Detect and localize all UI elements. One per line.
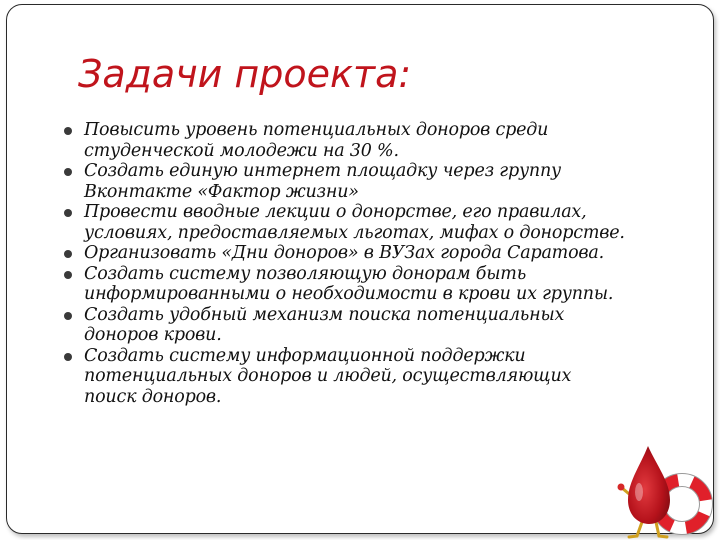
- bullet-icon: [64, 250, 72, 258]
- bullet-icon: [64, 209, 72, 217]
- task-text-line: Провести вводные лекции о донорстве, его правилах,: [84, 202, 587, 222]
- bullet-icon: [64, 312, 72, 320]
- bullet-icon: [64, 127, 72, 135]
- task-text-line: доноров крови.: [84, 325, 222, 345]
- list-item: [62, 202, 692, 243]
- list-item: [62, 264, 692, 305]
- bullet-icon: [64, 353, 72, 361]
- list-item: [62, 346, 692, 408]
- task-text-line: поиск доноров.: [84, 386, 222, 407]
- bullet-icon: [64, 168, 72, 176]
- list-item: [62, 305, 692, 346]
- task-text-line: потенциальных доноров и людей, осуществляющих: [84, 366, 572, 386]
- task-text-line: Создать систему позволяющую донорам быть: [84, 263, 527, 284]
- slide-title: Задачи проекта:: [78, 52, 412, 96]
- blood-drop-lifebuoy-icon: [612, 440, 716, 540]
- list-item: [62, 243, 692, 264]
- task-text-line: студенческой молодежи на 30 %.: [84, 140, 399, 161]
- task-text-line: информированными о необходимости в крови их группы.: [84, 284, 614, 304]
- task-text-line: условиях, предоставляемых льготах, мифах о донорстве.: [84, 222, 625, 243]
- task-text-line: Организовать «Дни доноров» в ВУЗах города Саратова.: [84, 243, 604, 263]
- task-text-line: Создать единую интернет площадку через группу: [84, 161, 561, 181]
- task-text-line: Создать систему информационной поддержки: [84, 345, 526, 366]
- task-text-line: Повысить уровень потенциальных доноров среди: [84, 120, 549, 140]
- task-text-line: Создать удобный механизм поиска потенциальных: [84, 304, 565, 325]
- list-item: [62, 161, 692, 202]
- bullet-icon: [64, 271, 72, 279]
- list-item: [62, 120, 692, 161]
- task-list: [62, 120, 692, 407]
- task-text-line: Вконтакте «Фактор жизни»: [84, 181, 359, 202]
